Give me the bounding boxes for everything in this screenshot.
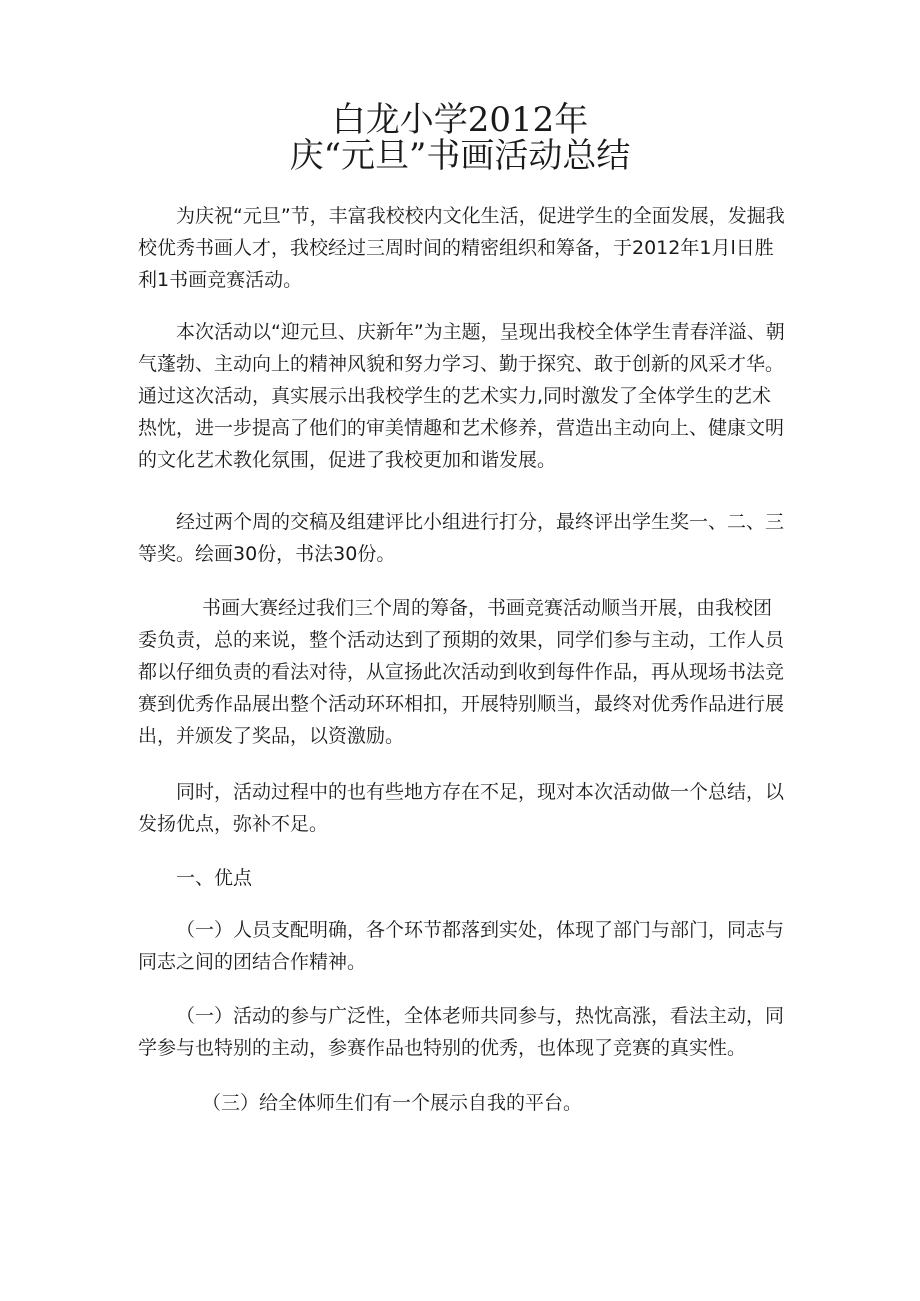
paragraph-summary-intro: 同时，活动过程中的也有些地方存在不足，现对本次活动做一个总结，以发扬优点，弥补不足。: [138, 781, 785, 835]
list-item-strength-2: （一）活动的参与广泛性，全体老师共同参与，热忱高涨，看法主动，同学参与也特别的主动，参赛作品也特别的优秀，也体现了竞赛的真实性。: [138, 1005, 785, 1059]
document-title-line-2: 庆“元旦”书画活动总结: [289, 136, 631, 176]
list-item-strength-3: （三）给全体师生们有一个展示自我的平台。: [202, 1092, 583, 1114]
section-heading-strengths: 一、优点: [176, 867, 253, 889]
paragraph-intro: 为庆祝“元旦”节，丰富我校校内文化生活，促进学生的全面发展，发掘我校优秀书画人才，我校经过三周时间的精密组织和筹备，于2012年1月l日胜利1书画竞赛活动。: [138, 205, 785, 291]
paragraph-awards: 经过两个周的交稿及组建评比小组进行打分，最终评出学生奖一、二、三等奖。绘画30份，书法30份。: [138, 511, 785, 565]
document-title-line-1: 白龙小学2012年: [331, 100, 589, 140]
paragraph-theme: 本次活动以“迎元旦、庆新年”为主题，呈现出我校全体学生青春洋溢、朝气蓬勃、主动向上的精神风貌和努力学习、勤于探究、敢于创新的风采才华。通过这次活动，真实展示出我校学生的艺术实力,同时激发了全体学生的艺术热忱，进一步提高了他们的审美情趣和艺术修养，营造出主动向上、健康文明的文化艺术教化氛围，促进了我校更加和谐发展。: [138, 321, 785, 471]
list-item-strength-1: （一）人员支配明确，各个环节都落到实处，体现了部门与部门，同志与同志之间的团结合作精神。: [138, 919, 785, 973]
paragraph-organization: 书画大赛经过我们三个周的筹备，书画竞赛活动顺当开展，由我校团委负责，总的来说，整个活动达到了预期的效果，同学们参与主动，工作人员都以仔细负责的看法对待，从宣扬此次活动到收到每件作品，再从现场书法竞赛到优秀作品展出整个活动环环相扣，开展特别顺当，最终对优秀作品进行展出，并颁发了奖品，以资激励。: [138, 597, 785, 747]
